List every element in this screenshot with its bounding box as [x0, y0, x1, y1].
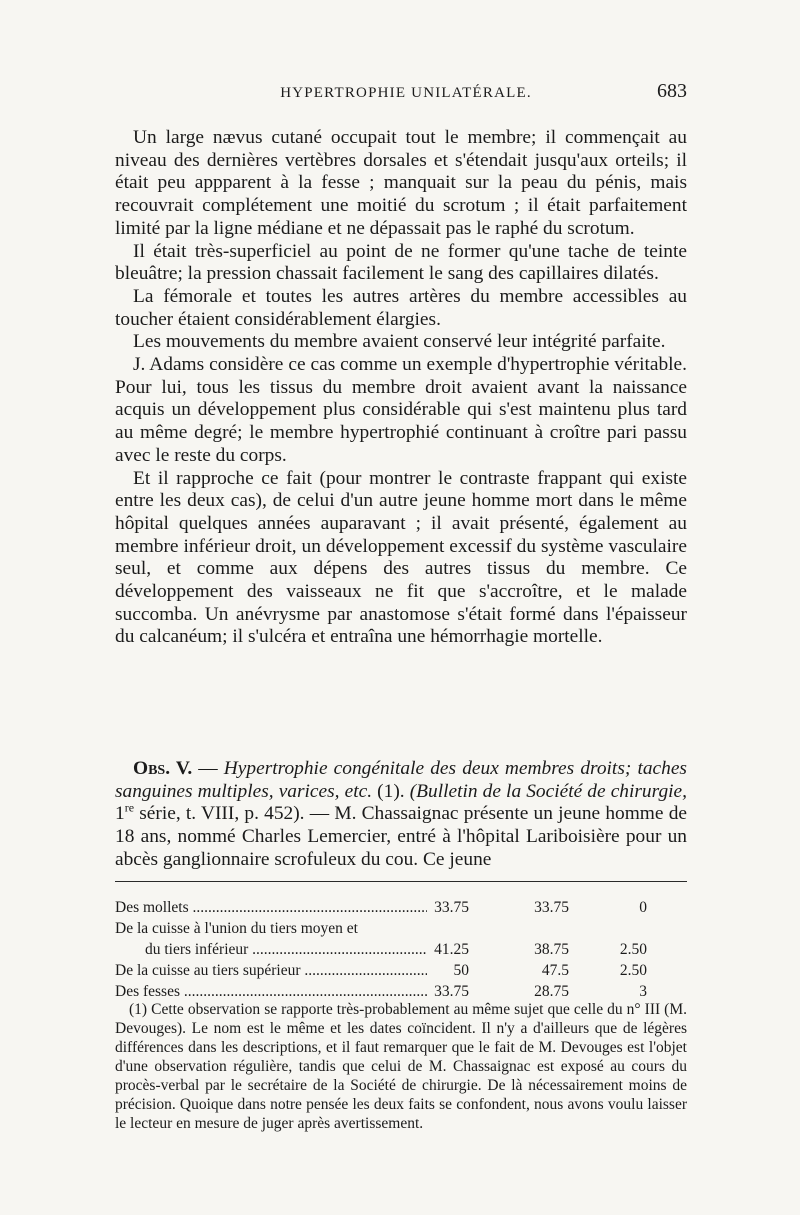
- row-label: du tiers inférieur .....: [115, 939, 427, 960]
- cell-value: 2.50: [619, 962, 647, 979]
- cell-value: 28.75: [534, 983, 569, 1000]
- paragraph: Un large nævus cutané occupait tout le membre; il commençait au niveau des dernières vertèbres dorsales et s'étendait jusqu'aux orteils; il était peu appparent à la fesse ; manquait sur la peau du pénis, mais recouvrait complétement une moitié du scrotum ; il était parfaitement limité par la ligne médiane et ne dépassait pas le raphé du scrotum.: [115, 127, 687, 239]
- table-row: [115, 939, 687, 960]
- cell-value: 41.25: [434, 941, 469, 958]
- observation-title: Hypertrophie congénitale des deux membres droits; taches sanguines multiples, varices, etc.: [115, 758, 687, 802]
- cell-value: 33.75: [434, 899, 469, 916]
- page-number: 683: [657, 80, 687, 102]
- measurement-table: [115, 897, 687, 1002]
- paragraph: La fémorale et toutes les autres artères du membre accessibles au toucher étaient considérablement élargies.: [115, 285, 687, 330]
- footnote-marker: (1).: [372, 780, 410, 802]
- cell-value: [427, 918, 469, 939]
- series-superscript: re: [124, 800, 135, 815]
- observation-label: Obs. V.: [133, 758, 193, 779]
- running-header: [115, 80, 687, 114]
- cell-value: 0: [639, 899, 647, 916]
- cell-value: 50: [453, 962, 469, 979]
- cell-value: 38.75: [534, 941, 569, 958]
- footnote: (1) Cette observation se rapporte très-probablement au même sujet que celle du n° III (M. Devouges). Le nom est le même et les dates coïncident. Il n'y a d'ailleurs que de légères différences dans les descriptions, et il faut remarquer que le fait de M. Devouges est l'objet d'une observation régulière, tandis que celui de M. Chassaignac est exposé au cours du procès-verbal par le secrétaire de la Société de chirurgie. De là nécessairement moins de précision. Quoique dans notre pensée les deux faits se confondent, nous avons voulu laisser le lecteur en mesure de juger après avertissement.: [115, 1001, 687, 1132]
- body-text: [115, 127, 687, 649]
- cell-value: 3: [639, 983, 647, 1000]
- row-label: De la cuisse au tiers supérieur .....: [115, 960, 427, 981]
- observation-text: — M. Chassaignac présente un jeune homme de 18 ans, nommé Charles Lemercier, entré à l'hôpital Lariboisière pour un abcès ganglionnaire scrofuleux du cou. Ce jeune: [115, 803, 687, 870]
- series-rest: série, t. VIII, p. 452).: [134, 803, 305, 825]
- paragraph: Il était très-superficiel au point de ne former qu'une tache de teinte bleuâtre; la pression chassait facilement le sang des capillaires dilatés.: [115, 240, 687, 285]
- observation-reference: (Bulletin de la Société de chirurgie,: [409, 780, 687, 802]
- paragraph: J. Adams considère ce cas comme un exemple d'hypertrophie véritable. Pour lui, tous les tissus du membre droit avaient avant la naissance acquis un développement plus considérable qui s'est maintenu plus tard au même degré; le membre hypertrophié continuant à croître pari passu avec le reste du corps.: [115, 354, 687, 466]
- observation-dash: —: [192, 758, 224, 779]
- observation-paragraph: [115, 758, 687, 872]
- paragraph: Les mouvements du membre avaient conservé leur intégrité parfaite.: [133, 331, 666, 353]
- cell-value: 2.50: [619, 941, 647, 958]
- cell-value: 33.75: [434, 983, 469, 1000]
- row-label: Des fesses .....: [115, 981, 427, 1002]
- running-title: HYPERTROPHIE UNILATÉRALE.: [280, 85, 532, 101]
- series-number: 1: [115, 803, 125, 825]
- paragraph: Et il rapproche ce fait (pour montrer le contraste frappant qui existe entre les deux cas), de celui d'un autre jeune homme mort dans le même hôpital quelques années auparavant ; il avait présenté, également au membre inférieur droit, un développement excessif du système vasculaire seul, et comme aux dépens des autres tissus du membre. Ce développement des vaisseaux ne fit que s'accroître, et le malade succomba. Un anévrysme par anastomose s'était formé dans l'épaisseur du calcanéum; il s'ulcéra et entraîna une hémorrhagie mortelle.: [115, 467, 687, 648]
- cell-value: 33.75: [534, 899, 569, 916]
- table-row: [115, 960, 687, 981]
- table-row: [115, 918, 687, 939]
- footnote-divider: [115, 881, 687, 882]
- row-label: De la cuisse à l'union du tiers moyen et: [115, 920, 358, 937]
- cell-value: [569, 918, 647, 939]
- table-row: [115, 897, 687, 918]
- row-label: Des mollets .....: [115, 897, 427, 918]
- cell-value: 47.5: [541, 962, 569, 979]
- cell-value: [469, 918, 569, 939]
- table-row: [115, 981, 687, 1002]
